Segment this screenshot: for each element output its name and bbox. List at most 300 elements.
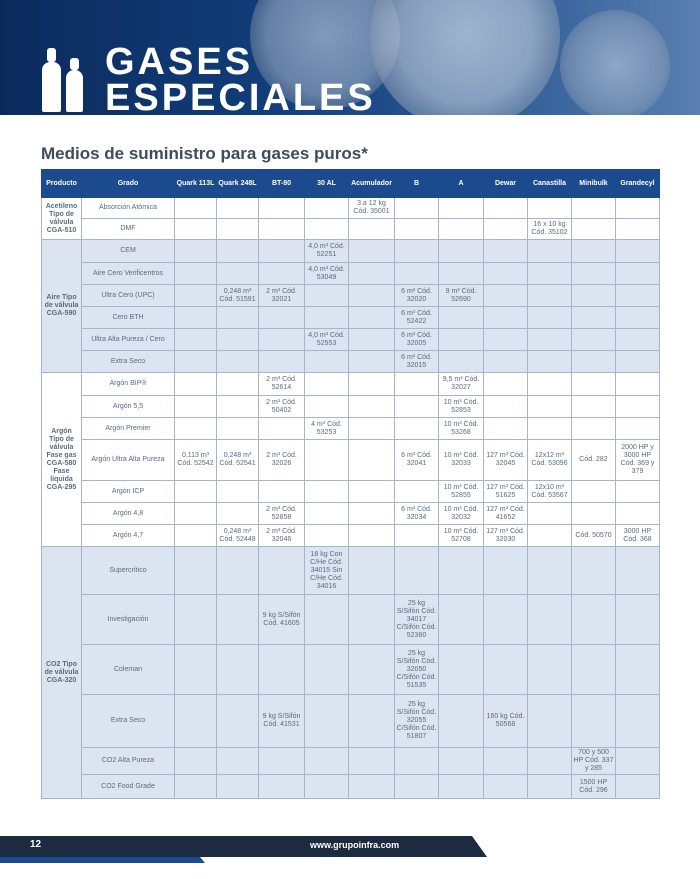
table-cell bbox=[175, 373, 217, 396]
table-row bbox=[42, 240, 660, 263]
table-cell bbox=[395, 775, 439, 799]
table-cell bbox=[349, 503, 395, 525]
column-header: Canastilla bbox=[528, 170, 572, 198]
grade-name: Ultra Alta Pureza / Cero bbox=[82, 329, 175, 351]
grade-name: Argón 4,8 bbox=[82, 503, 175, 525]
table-cell: 10 m³ Cód. 32032 bbox=[439, 503, 484, 525]
table-cell bbox=[616, 503, 660, 525]
table-cell: 6 m³ Cód. 32041 bbox=[395, 440, 439, 481]
column-header: A bbox=[439, 170, 484, 198]
table-cell bbox=[484, 775, 528, 799]
table-cell: 6 m³ Cód. 32015 bbox=[395, 351, 439, 373]
table-row bbox=[42, 695, 660, 748]
grade-name: Ultra Cero (UPC) bbox=[82, 285, 175, 307]
table-cell bbox=[395, 525, 439, 547]
table-cell: 25 kg S/Sifón Cód. 32050 C/Sifón Cód. 51535 bbox=[395, 645, 439, 695]
product-group bbox=[42, 547, 660, 799]
product-group bbox=[42, 198, 660, 240]
column-header: BT-80 bbox=[259, 170, 305, 198]
table-cell bbox=[616, 307, 660, 329]
table-cell bbox=[439, 263, 484, 285]
pressure-gauge-image bbox=[370, 0, 560, 115]
table-cell bbox=[175, 263, 217, 285]
table-cell bbox=[484, 373, 528, 396]
table-cell bbox=[439, 307, 484, 329]
table-cell bbox=[528, 240, 572, 263]
table-cell bbox=[572, 396, 616, 418]
product-group bbox=[42, 373, 660, 547]
table-cell bbox=[616, 373, 660, 396]
table-cell bbox=[259, 547, 305, 595]
table-cell: 10 m³ Cód. 53268 bbox=[439, 418, 484, 440]
table-cell: 10 m³ Cód. 32033 bbox=[439, 440, 484, 481]
table-cell bbox=[217, 351, 259, 373]
table-row bbox=[42, 503, 660, 525]
table-cell: 9 m³ Cód. 52690 bbox=[439, 285, 484, 307]
table-cell bbox=[305, 396, 349, 418]
table-cell bbox=[439, 645, 484, 695]
table-cell bbox=[528, 503, 572, 525]
table-row bbox=[42, 307, 660, 329]
column-header: Quark 113L bbox=[175, 170, 217, 198]
table-cell bbox=[395, 396, 439, 418]
table-row bbox=[42, 263, 660, 285]
table-cell bbox=[616, 329, 660, 351]
table-cell: 0,248 m³ Cód. 51591 bbox=[217, 285, 259, 307]
table-cell bbox=[259, 240, 305, 263]
table-cell bbox=[616, 748, 660, 775]
table-cell bbox=[484, 263, 528, 285]
table-cell bbox=[259, 219, 305, 240]
table-cell: 4,0 m³ Cód. 52251 bbox=[305, 240, 349, 263]
table-cell bbox=[259, 645, 305, 695]
table-row bbox=[42, 547, 660, 595]
table-cell bbox=[572, 240, 616, 263]
table-cell: 700 y 500 HP Cód. 337 y 285 bbox=[572, 748, 616, 775]
table-cell bbox=[349, 595, 395, 645]
website-link[interactable]: www.grupoinfra.com bbox=[310, 840, 400, 850]
table-cell bbox=[616, 219, 660, 240]
table-cell bbox=[439, 695, 484, 748]
table-cell: 18 kg Con C/He Cód. 34015 Sin C/He Cód. 34016 bbox=[305, 547, 349, 595]
table-cell bbox=[395, 219, 439, 240]
table-cell: 10 m³ Cód. 52855 bbox=[439, 481, 484, 503]
table-cell: Cód. 282 bbox=[572, 440, 616, 481]
supply-table bbox=[41, 169, 660, 799]
table-cell bbox=[484, 547, 528, 595]
table-cell bbox=[217, 481, 259, 503]
table-cell: 2 m³ Cód. 32021 bbox=[259, 285, 305, 307]
table-cell bbox=[217, 240, 259, 263]
table-cell bbox=[259, 418, 305, 440]
table-cell bbox=[217, 775, 259, 799]
table-cell bbox=[528, 351, 572, 373]
table-cell bbox=[572, 373, 616, 396]
table-cell bbox=[305, 285, 349, 307]
table-cell: 0,113 m³ Cód. 52542 bbox=[175, 440, 217, 481]
grade-name: Absorción Atómica bbox=[82, 198, 175, 219]
table-cell bbox=[572, 547, 616, 595]
table-cell bbox=[349, 748, 395, 775]
table-cell: 4 m³ Cód. 53253 bbox=[305, 418, 349, 440]
table-row bbox=[42, 775, 660, 799]
table-cell bbox=[217, 748, 259, 775]
table-cell bbox=[616, 481, 660, 503]
table-row bbox=[42, 351, 660, 373]
table-cell bbox=[305, 503, 349, 525]
column-header: Producto bbox=[42, 170, 82, 198]
table-cell: 0,248 m³ Cód. 52541 bbox=[217, 440, 259, 481]
table-cell bbox=[395, 240, 439, 263]
table-cell: 2 m³ Cód. 32026 bbox=[259, 440, 305, 481]
table-cell bbox=[616, 645, 660, 695]
grade-name: Argón Ultra Alta Pureza bbox=[82, 440, 175, 481]
table-cell bbox=[175, 695, 217, 748]
table-cell bbox=[259, 775, 305, 799]
table-cell: 2 m³ Cód. 52858 bbox=[259, 503, 305, 525]
grade-name: Supercrítico bbox=[82, 547, 175, 595]
table-cell bbox=[305, 645, 349, 695]
table-cell bbox=[175, 418, 217, 440]
table-cell: 127 m³ Cód. 51625 bbox=[484, 481, 528, 503]
table-cell bbox=[616, 240, 660, 263]
table-cell bbox=[616, 547, 660, 595]
table-cell bbox=[305, 219, 349, 240]
table-cell: 127 m³ Cód. 32045 bbox=[484, 440, 528, 481]
table-cell bbox=[175, 307, 217, 329]
table-cell bbox=[175, 285, 217, 307]
grade-name: Argón 5,5 bbox=[82, 396, 175, 418]
table-cell bbox=[528, 645, 572, 695]
table-cell bbox=[349, 418, 395, 440]
pressure-gauge-image bbox=[560, 10, 670, 115]
table-cell bbox=[175, 240, 217, 263]
table-cell bbox=[484, 198, 528, 219]
table-cell bbox=[484, 219, 528, 240]
table-cell bbox=[259, 307, 305, 329]
table-cell bbox=[616, 418, 660, 440]
table-cell bbox=[616, 198, 660, 219]
table-cell bbox=[217, 263, 259, 285]
table-row bbox=[42, 645, 660, 695]
table-cell bbox=[528, 396, 572, 418]
table-cell bbox=[572, 263, 616, 285]
table-cell bbox=[259, 263, 305, 285]
table-cell bbox=[572, 198, 616, 219]
table-cell: 4,0 m³ Cód. 53049 bbox=[305, 263, 349, 285]
table-cell: 9,5 m³ Cód. 32027 bbox=[439, 373, 484, 396]
table-cell bbox=[572, 595, 616, 645]
table-cell bbox=[616, 775, 660, 799]
page-footer bbox=[0, 836, 700, 879]
table-cell: 3000 HP Cód. 368 bbox=[616, 525, 660, 547]
table-cell: 16 x 10 kg Cód. 35102 bbox=[528, 219, 572, 240]
table-cell bbox=[616, 263, 660, 285]
table-cell: 127 m³ Cód. 41652 bbox=[484, 503, 528, 525]
table-cell: 10 m³ Cód. 52853 bbox=[439, 396, 484, 418]
grade-name: Extra Seco bbox=[82, 351, 175, 373]
table-cell: 12x10 m³ Cód. 53567 bbox=[528, 481, 572, 503]
table-cell bbox=[572, 418, 616, 440]
table-cell bbox=[217, 503, 259, 525]
table-cell: 3 a 12 kg Cód. 35001 bbox=[349, 198, 395, 219]
table-cell: 10 m³ Cód. 52708 bbox=[439, 525, 484, 547]
grade-name: CO2 Alta Pureza bbox=[82, 748, 175, 775]
table-cell bbox=[175, 396, 217, 418]
table-row bbox=[42, 595, 660, 645]
table-cell bbox=[175, 547, 217, 595]
table-cell bbox=[217, 396, 259, 418]
table-row bbox=[42, 748, 660, 775]
table-cell: 9 kg S/Sifón Cód. 41605 bbox=[259, 595, 305, 645]
table-cell: 4,0 m³ Cód. 52553 bbox=[305, 329, 349, 351]
table-cell bbox=[305, 695, 349, 748]
footer-stripe bbox=[0, 857, 205, 863]
table-cell bbox=[395, 418, 439, 440]
grade-name: CO2 Food Grade bbox=[82, 775, 175, 799]
table-cell bbox=[395, 198, 439, 219]
table-cell bbox=[572, 329, 616, 351]
table-cell bbox=[616, 396, 660, 418]
table-cell bbox=[349, 307, 395, 329]
table-cell: 160 kg Cód. 50568 bbox=[484, 695, 528, 748]
table-cell bbox=[484, 240, 528, 263]
table-row bbox=[42, 525, 660, 547]
table-row bbox=[42, 481, 660, 503]
table-cell bbox=[305, 198, 349, 219]
table-cell bbox=[349, 219, 395, 240]
table-cell bbox=[439, 329, 484, 351]
table-cell bbox=[259, 329, 305, 351]
table-cell bbox=[484, 645, 528, 695]
table-cell bbox=[349, 775, 395, 799]
table-cell bbox=[528, 329, 572, 351]
table-cell bbox=[217, 418, 259, 440]
table-row bbox=[42, 219, 660, 240]
table-cell bbox=[439, 219, 484, 240]
table-cell bbox=[439, 240, 484, 263]
table-cell bbox=[395, 547, 439, 595]
table-cell bbox=[484, 595, 528, 645]
table-cell: 6 m³ Cód. 32005 bbox=[395, 329, 439, 351]
table-cell bbox=[175, 198, 217, 219]
table-cell bbox=[305, 373, 349, 396]
grade-name: Aire Cero Verificentros bbox=[82, 263, 175, 285]
table-cell bbox=[484, 329, 528, 351]
table-cell bbox=[305, 351, 349, 373]
column-header: Dewar bbox=[484, 170, 528, 198]
table-row bbox=[42, 198, 660, 219]
table-cell bbox=[259, 481, 305, 503]
section-subtitle: Medios de suministro para gases puros* bbox=[41, 144, 368, 163]
grade-name: Cero BTH bbox=[82, 307, 175, 329]
table-cell bbox=[217, 547, 259, 595]
table-cell bbox=[528, 695, 572, 748]
table-cell bbox=[439, 547, 484, 595]
table-cell bbox=[175, 503, 217, 525]
product-name: Acetileno Tipo de válvula CGA-510 bbox=[42, 198, 82, 240]
table-cell bbox=[305, 307, 349, 329]
table-cell bbox=[572, 503, 616, 525]
table-cell bbox=[305, 440, 349, 481]
table-cell bbox=[175, 219, 217, 240]
table-cell bbox=[217, 219, 259, 240]
grade-name: Argón Premier bbox=[82, 418, 175, 440]
table-cell bbox=[572, 307, 616, 329]
table-cell bbox=[217, 595, 259, 645]
table-cell bbox=[616, 285, 660, 307]
table-cell bbox=[349, 240, 395, 263]
table-cell bbox=[484, 418, 528, 440]
table-cell bbox=[528, 373, 572, 396]
grade-name: Argón BIP® bbox=[82, 373, 175, 396]
table-cell bbox=[175, 481, 217, 503]
table-cell bbox=[572, 481, 616, 503]
table-cell bbox=[305, 748, 349, 775]
table-cell bbox=[484, 748, 528, 775]
table-cell: 6 m³ Cód. 52422 bbox=[395, 307, 439, 329]
table-cell: 12x12 m³ Cód. 53096 bbox=[528, 440, 572, 481]
column-header: B bbox=[395, 170, 439, 198]
table-cell bbox=[528, 525, 572, 547]
table-cell bbox=[572, 219, 616, 240]
table-cell bbox=[259, 748, 305, 775]
table-cell bbox=[528, 595, 572, 645]
table-cell bbox=[572, 285, 616, 307]
page-number: 12 bbox=[30, 839, 42, 850]
column-header: Grado bbox=[82, 170, 175, 198]
product-name: CO2 Tipo de válvula CGA-320 bbox=[42, 547, 82, 799]
footer-bar bbox=[0, 836, 487, 857]
table-cell bbox=[395, 481, 439, 503]
table-cell bbox=[395, 263, 439, 285]
table-cell bbox=[439, 775, 484, 799]
table-cell bbox=[175, 351, 217, 373]
table-cell bbox=[528, 748, 572, 775]
table-cell bbox=[572, 695, 616, 748]
table-cell bbox=[349, 645, 395, 695]
grade-name: DMF bbox=[82, 219, 175, 240]
table-cell bbox=[528, 418, 572, 440]
table-cell: Cód. 50570 bbox=[572, 525, 616, 547]
table-cell: 0,248 m³ Cód. 52448 bbox=[217, 525, 259, 547]
table-cell bbox=[349, 695, 395, 748]
table-cell bbox=[217, 695, 259, 748]
table-cell: 9 kg S/Sifón Cód. 41531 bbox=[259, 695, 305, 748]
table-cell bbox=[349, 396, 395, 418]
table-cell: 6 m³ Cód. 32020 bbox=[395, 285, 439, 307]
table-cell bbox=[217, 645, 259, 695]
page-title-line1: GASES bbox=[105, 41, 254, 83]
table-cell bbox=[217, 329, 259, 351]
table-cell: 1500 HP Cód. 296 bbox=[572, 775, 616, 799]
table-cell bbox=[217, 307, 259, 329]
header-banner bbox=[0, 0, 700, 115]
table-cell bbox=[349, 481, 395, 503]
table-cell bbox=[439, 351, 484, 373]
table-cell bbox=[616, 695, 660, 748]
table-cell bbox=[528, 307, 572, 329]
table-row bbox=[42, 285, 660, 307]
table-cell bbox=[528, 547, 572, 595]
table-cell bbox=[175, 775, 217, 799]
table-cell bbox=[349, 525, 395, 547]
column-header: Grandecyl bbox=[616, 170, 660, 198]
grade-name: Extra Seco bbox=[82, 695, 175, 748]
table-cell bbox=[484, 285, 528, 307]
table-row bbox=[42, 440, 660, 481]
product-name: Aire Tipo de válvula CGA-590 bbox=[42, 240, 82, 373]
column-header: 30 AL bbox=[305, 170, 349, 198]
table-cell bbox=[175, 525, 217, 547]
column-header: Acumulador bbox=[349, 170, 395, 198]
table-cell bbox=[439, 595, 484, 645]
table-header-row bbox=[42, 170, 660, 198]
table-cell: 25 kg S/Sifón Cód. 32055 C/Sifón Cód. 51807 bbox=[395, 695, 439, 748]
table-row bbox=[42, 373, 660, 396]
table-row bbox=[42, 329, 660, 351]
table-cell bbox=[175, 329, 217, 351]
table-cell bbox=[528, 285, 572, 307]
table-cell bbox=[175, 748, 217, 775]
column-header: Minibulk bbox=[572, 170, 616, 198]
table-cell bbox=[305, 775, 349, 799]
table-cell bbox=[484, 307, 528, 329]
table-row bbox=[42, 396, 660, 418]
table-cell bbox=[484, 396, 528, 418]
table-cell: 127 m³ Cód. 32030 bbox=[484, 525, 528, 547]
product-name: Argón Tipo de válvula Fase gas CGA-580 Fase líquida CGA-295 bbox=[42, 373, 82, 547]
table-cell bbox=[616, 351, 660, 373]
grade-name: CEM bbox=[82, 240, 175, 263]
table-cell bbox=[259, 198, 305, 219]
table-cell bbox=[528, 263, 572, 285]
grade-name: Investigación bbox=[82, 595, 175, 645]
table-cell bbox=[217, 198, 259, 219]
table-cell bbox=[349, 547, 395, 595]
grade-name: Coleman bbox=[82, 645, 175, 695]
table-row bbox=[42, 418, 660, 440]
table-cell: 2 m³ Cód. 52614 bbox=[259, 373, 305, 396]
table-cell bbox=[349, 329, 395, 351]
product-group bbox=[42, 240, 660, 373]
table-cell bbox=[572, 645, 616, 695]
table-cell bbox=[395, 373, 439, 396]
table-cell bbox=[305, 525, 349, 547]
table-cell bbox=[439, 198, 484, 219]
table-cell bbox=[175, 595, 217, 645]
table-cell bbox=[395, 748, 439, 775]
table-cell bbox=[305, 481, 349, 503]
table-cell: 2000 HP y 3000 HP Cód. 369 y 379 bbox=[616, 440, 660, 481]
table-cell bbox=[349, 373, 395, 396]
table-cell bbox=[528, 775, 572, 799]
grade-name: Argón 4,7 bbox=[82, 525, 175, 547]
table-cell bbox=[349, 285, 395, 307]
page-title-line2: ESPECIALES bbox=[105, 77, 376, 115]
table-cell: 2 m³ Cód. 32046 bbox=[259, 525, 305, 547]
table-cell bbox=[528, 198, 572, 219]
table-cell bbox=[349, 263, 395, 285]
table-cell: 25 kg S/Sifón Cód. 34017 C/Sifón Cód. 52360 bbox=[395, 595, 439, 645]
table-cell bbox=[259, 351, 305, 373]
table-cell bbox=[484, 351, 528, 373]
grade-name: Argón ICP bbox=[82, 481, 175, 503]
table-cell bbox=[305, 595, 349, 645]
table-cell bbox=[217, 373, 259, 396]
column-header: Quark 248L bbox=[217, 170, 259, 198]
table-cell bbox=[349, 440, 395, 481]
